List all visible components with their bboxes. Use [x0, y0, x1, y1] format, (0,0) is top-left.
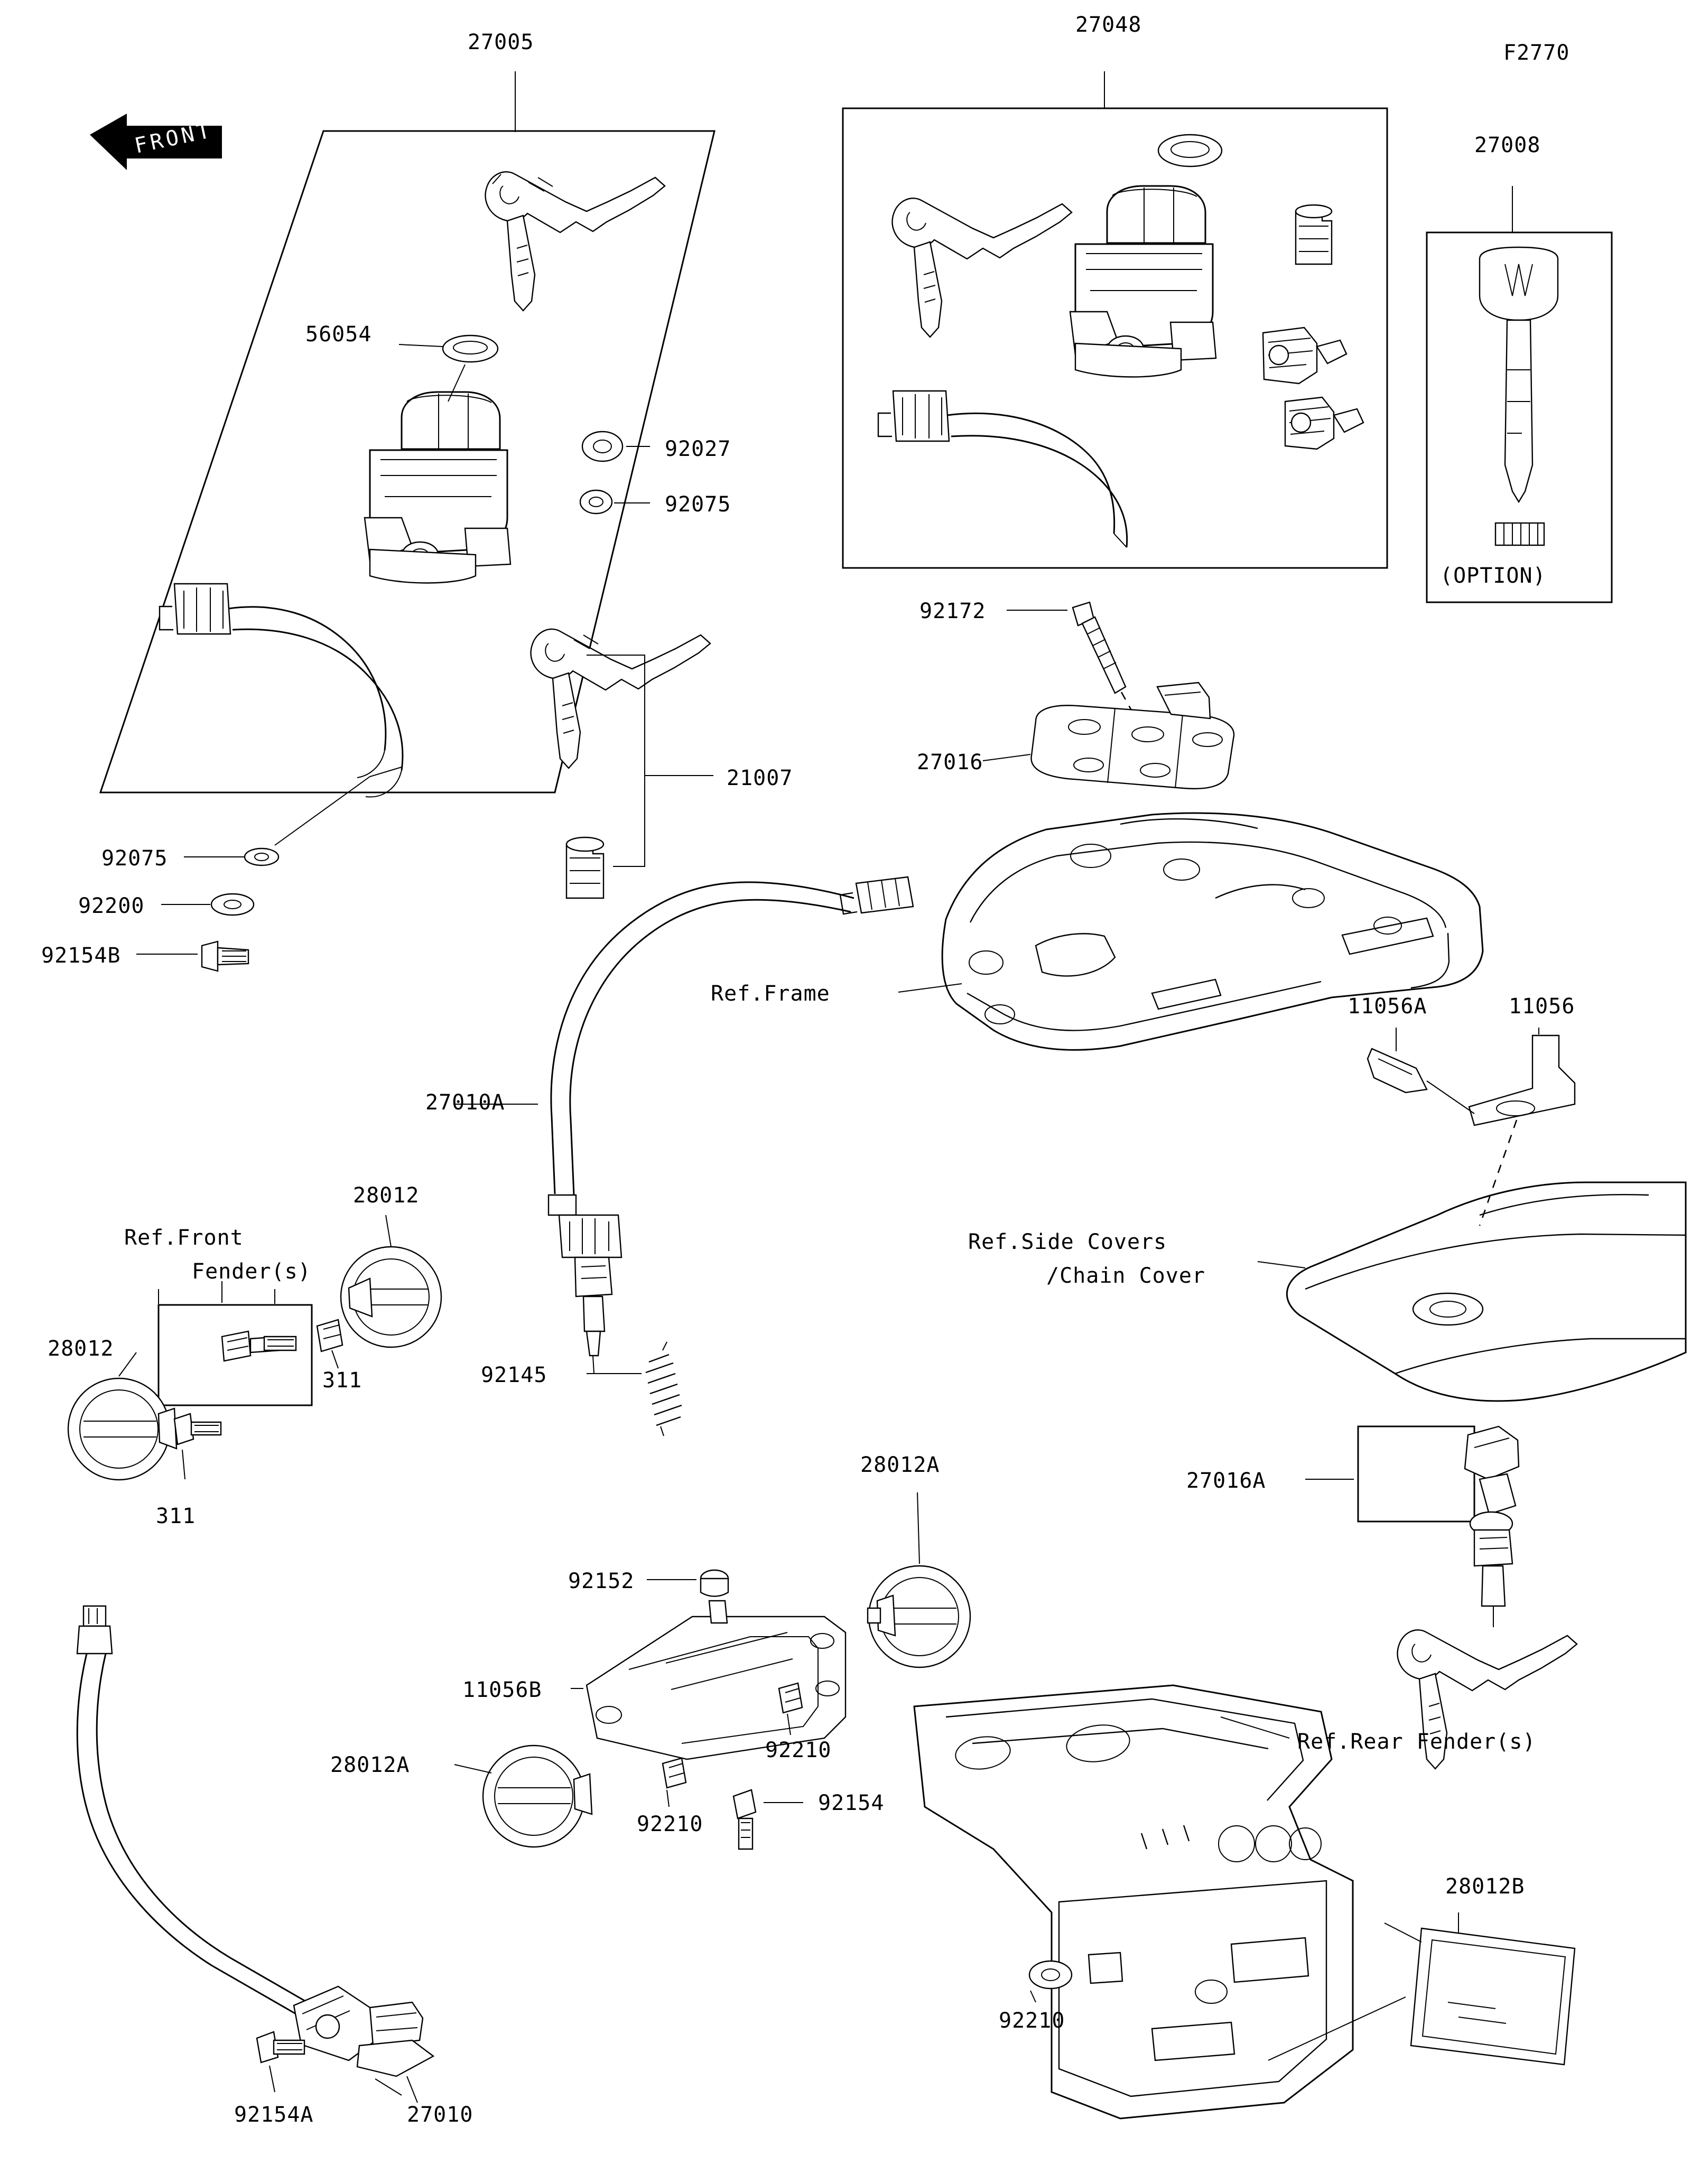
- label-311-a: 311: [322, 1368, 363, 1393]
- kit-ignition-switch: [1070, 186, 1216, 377]
- part-92145-spring: [587, 1342, 682, 1436]
- kit-connector: [878, 391, 1127, 547]
- label-92210-c: 92210: [999, 2009, 1065, 2033]
- front-reflector-group: [68, 1215, 441, 1480]
- label-27010A: 27010A: [425, 1090, 505, 1115]
- front-fender-studs: [222, 1331, 296, 1361]
- label-11056B: 11056B: [462, 1678, 542, 1702]
- kit-cylinder-small: [1296, 205, 1332, 264]
- reflector-28012A-left: [483, 1746, 592, 1847]
- label-92075-b: 92075: [101, 846, 168, 871]
- ignition-switch-wire: [160, 584, 403, 797]
- part-56054-ring: [443, 335, 498, 362]
- leader-28012A-left: [454, 1765, 491, 1773]
- label-ref-front-fender: Fender(s): [192, 1259, 311, 1284]
- label-27005: 27005: [468, 30, 534, 54]
- label-27010: 27010: [407, 2103, 473, 2127]
- label-ref-side-covers: Ref.Side Covers: [968, 1230, 1167, 1254]
- rear-reflector-bracket-group: [454, 1492, 970, 1849]
- label-56054: 56054: [305, 322, 372, 347]
- label-92027: 92027: [665, 437, 731, 461]
- reflector-28012-upper: [341, 1247, 441, 1347]
- label-92154A: 92154A: [234, 2103, 314, 2127]
- reflector-28012-lower: [68, 1378, 176, 1480]
- label-11056: 11056: [1509, 994, 1575, 1019]
- label-ref-chain-cover: /Chain Cover: [1046, 1264, 1205, 1288]
- svg-text:FRONT: FRONT: [132, 118, 216, 158]
- leader-56054: [399, 344, 443, 347]
- label-92154B: 92154B: [41, 944, 121, 968]
- nut-92210-c: [1029, 1961, 1072, 2002]
- label-11056A: 11056A: [1348, 994, 1427, 1019]
- label-92145: 92145: [481, 1363, 547, 1387]
- leader-28012-upper: [386, 1215, 391, 1247]
- bolt-92154A: [257, 2032, 304, 2092]
- label-28012A-right: 28012A: [860, 1453, 940, 1477]
- leader-ref-frame: [898, 984, 962, 992]
- leader-28012A-right: [917, 1492, 919, 1564]
- label-27016: 27016: [917, 750, 983, 774]
- label-92172: 92172: [919, 599, 986, 623]
- reflector-28012A-right: [868, 1566, 970, 1667]
- nut-92210-b: [663, 1758, 686, 1807]
- label-f2770: F2770: [1503, 41, 1570, 65]
- part-92152-collar: [647, 1570, 728, 1597]
- ref-rear-fender: [914, 1685, 1353, 2118]
- part-92075-lower: [184, 767, 402, 865]
- screw-311-lower: [174, 1414, 221, 1479]
- label-92210-b: 92210: [637, 1812, 703, 1836]
- kit-helmet-lock: [1263, 328, 1346, 384]
- label-28012A-left: 28012A: [330, 1753, 410, 1777]
- part-11056-bracket: [1427, 1028, 1575, 1125]
- ref-side-cover: [1287, 1182, 1686, 1401]
- ignition-key-upper: [486, 172, 665, 311]
- label-92200: 92200: [78, 894, 145, 918]
- kit-key: [893, 198, 1072, 337]
- kit-ring: [1158, 135, 1222, 166]
- label-92152: 92152: [568, 1569, 635, 1593]
- option-key: [1480, 247, 1558, 545]
- front-arrow-marker: [90, 114, 222, 170]
- part-21007-key: [531, 629, 710, 768]
- leader-ref-side-cover: [1258, 1262, 1305, 1268]
- label-92210-a: 92210: [765, 1738, 832, 1762]
- reflector-28012B: [1268, 1912, 1575, 2065]
- label-92075-a: 92075: [665, 492, 731, 517]
- label-28012-left: 28012: [48, 1337, 114, 1361]
- part-27016-seat-lock: [983, 683, 1234, 789]
- bolt-92154: [733, 1790, 803, 1849]
- label-27016A: 27016A: [1186, 1469, 1266, 1493]
- label-27048: 27048: [1075, 13, 1142, 37]
- label-21007: 21007: [727, 766, 793, 790]
- label-option: (OPTION): [1440, 564, 1546, 588]
- leader-28012-lower: [119, 1352, 136, 1376]
- part-92154B-bolt: [136, 941, 248, 971]
- kit-seat-lock: [1285, 397, 1363, 449]
- part-92200-washer: [161, 894, 254, 915]
- nut-311-upper: [317, 1320, 342, 1368]
- part-92075-damper: [580, 490, 650, 514]
- part-92027-collar: [582, 432, 650, 461]
- label-ref-front: Ref.Front: [124, 1226, 244, 1250]
- part-27016A-lock: [1305, 1426, 1577, 1769]
- label-27008: 27008: [1474, 133, 1541, 157]
- label-28012-upper: 28012: [353, 1183, 420, 1208]
- part-27010-switch: [77, 1606, 433, 2103]
- label-92154: 92154: [818, 1791, 885, 1815]
- label-ref-frame: Ref.Frame: [711, 982, 830, 1006]
- label-28012B: 28012B: [1445, 1874, 1525, 1899]
- part-21007-cylinder: [566, 837, 603, 898]
- label-311-b: 311: [156, 1504, 196, 1528]
- part-27010A-switch: [454, 877, 913, 1374]
- ignition-switch-body: [365, 392, 510, 583]
- part-11056A-bracket: [1368, 1028, 1427, 1093]
- label-ref-rear-fender: Ref.Rear Fender(s): [1297, 1730, 1536, 1754]
